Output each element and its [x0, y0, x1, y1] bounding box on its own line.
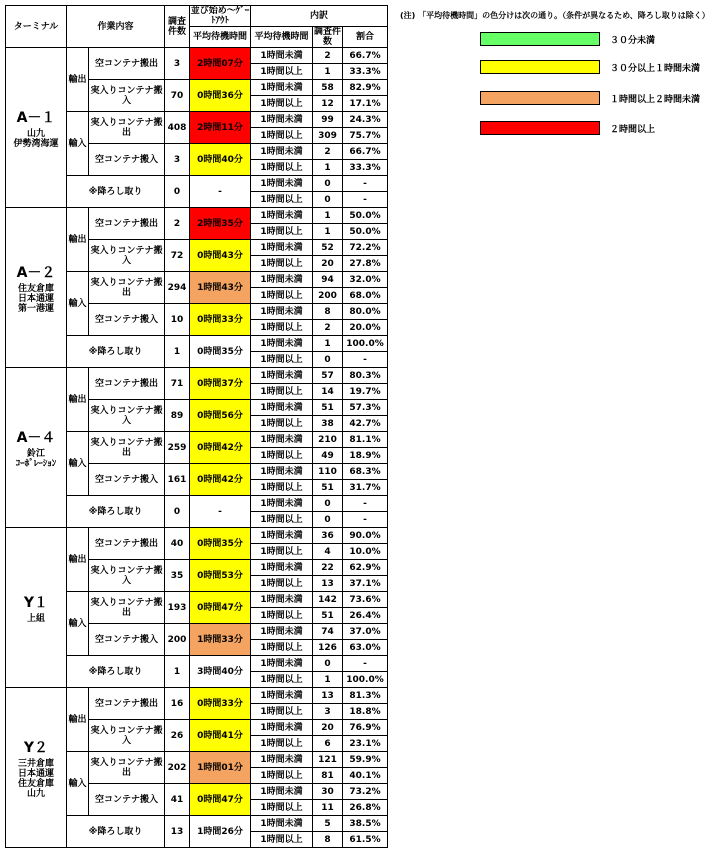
breakdown-time-range: 1時間未満 — [251, 752, 313, 768]
breakdown-percentage: - — [343, 352, 388, 368]
header-wait-top: 並び始め～ｹﾞｰﾄｱｳﾄ — [190, 6, 250, 26]
breakdown-time-range: 1時間以上 — [251, 320, 313, 336]
breakdown-percentage: 61.5% — [343, 832, 388, 848]
breakdown-count: 22 — [313, 560, 343, 576]
average-wait-time: 0時間37分 — [190, 368, 251, 400]
breakdown-count: 13 — [313, 688, 343, 704]
average-wait-time: 3時間40分 — [190, 656, 251, 688]
category-cell: 輸出 — [67, 528, 89, 592]
terminal-cell — [6, 48, 67, 208]
survey-count: 2 — [165, 208, 190, 240]
breakdown-percentage: 90.0% — [343, 528, 388, 544]
breakdown-count: 52 — [313, 240, 343, 256]
breakdown-time-range: 1時間未満 — [251, 560, 313, 576]
header-wait-sub: 平均待機時間 — [190, 27, 251, 48]
breakdown-time-range: 1時間未満 — [251, 48, 313, 64]
breakdown-count: 94 — [313, 272, 343, 288]
terminal-id: A－１ — [16, 109, 56, 126]
average-wait-time: 0時間42分 — [190, 464, 251, 496]
survey-count: 72 — [165, 240, 190, 272]
breakdown-time-range: 1時間未満 — [251, 208, 313, 224]
breakdown-count: 30 — [313, 784, 343, 800]
header-bk-count: 調査件数 — [313, 27, 341, 47]
survey-count: 40 — [165, 528, 190, 560]
breakdown-time-range: 1時間以上 — [251, 512, 313, 528]
legend-label: ２時間以上 — [610, 124, 656, 135]
breakdown-percentage: 62.9% — [343, 560, 388, 576]
survey-count: 71 — [165, 368, 190, 400]
survey-count: 35 — [165, 560, 190, 592]
breakdown-percentage: 23.1% — [343, 736, 388, 752]
average-wait-time: 0時間41分 — [190, 720, 251, 752]
breakdown-time-range: 1時間以上 — [251, 768, 313, 784]
breakdown-count: 14 — [313, 384, 343, 400]
breakdown-percentage: 59.9% — [343, 752, 388, 768]
terminal-operator: 伊勢湾海運 — [13, 138, 59, 149]
operation-label: ※降ろし取り — [67, 496, 165, 528]
legend-note: (注) 「平均待機時間」の色分けは次の通り。（条件が異なるため、降ろし取りは除く） — [400, 11, 710, 20]
breakdown-count: 1 — [313, 336, 343, 352]
breakdown-count: 0 — [313, 176, 343, 192]
breakdown-count: 51 — [313, 400, 343, 416]
breakdown-time-range: 1時間未満 — [251, 624, 313, 640]
breakdown-percentage: 76.9% — [343, 720, 388, 736]
average-wait-time: 1時間26分 — [190, 816, 251, 848]
breakdown-time-range: 1時間以上 — [251, 640, 313, 656]
breakdown-time-range: 1時間以上 — [251, 288, 313, 304]
breakdown-time-range: 1時間以上 — [251, 160, 313, 176]
category-cell: 輸出 — [67, 688, 89, 752]
breakdown-count: 0 — [313, 656, 343, 672]
breakdown-time-range: 1時間以上 — [251, 608, 313, 624]
breakdown-time-range: 1時間以上 — [251, 384, 313, 400]
operation-label: 実入りコンテナ搬出 — [89, 432, 165, 464]
operation-label: 実入りコンテナ搬出 — [89, 752, 165, 784]
survey-count: 16 — [165, 688, 190, 720]
survey-count: 41 — [165, 784, 190, 816]
table-row — [6, 528, 388, 544]
average-wait-time: 0時間35分 — [190, 528, 251, 560]
operation-label: 実入りコンテナ搬入 — [89, 240, 165, 272]
terminal-operator: 日本通運 — [17, 293, 54, 304]
breakdown-time-range: 1時間未満 — [251, 112, 313, 128]
breakdown-percentage: 100.0% — [343, 336, 388, 352]
header-bk-pct: 割合 — [343, 27, 388, 48]
breakdown-count: 110 — [313, 464, 343, 480]
survey-count: 408 — [165, 112, 190, 144]
breakdown-count: 142 — [313, 592, 343, 608]
operation-label: 実入りコンテナ搬出 — [89, 112, 165, 144]
terminal-operator: 鈴江 — [26, 448, 45, 459]
header-breakdown: 内訳 — [251, 6, 388, 27]
breakdown-count: 5 — [313, 816, 343, 832]
survey-count: 26 — [165, 720, 190, 752]
breakdown-count: 74 — [313, 624, 343, 640]
breakdown-percentage: 66.7% — [343, 48, 388, 64]
average-wait-time: 1時間33分 — [190, 624, 251, 656]
breakdown-time-range: 1時間未満 — [251, 176, 313, 192]
header-count: 調査件数 — [165, 6, 190, 48]
operation-label: ※降ろし取り — [67, 336, 165, 368]
breakdown-time-range: 1時間以上 — [251, 448, 313, 464]
terminal-id: A－２ — [16, 264, 56, 281]
breakdown-time-range: 1時間以上 — [251, 672, 313, 688]
breakdown-percentage: 68.3% — [343, 464, 388, 480]
breakdown-count: 20 — [313, 720, 343, 736]
terminal-cell — [6, 528, 67, 688]
operation-label: 空コンテナ搬入 — [89, 144, 165, 176]
breakdown-percentage: 81.3% — [343, 688, 388, 704]
header-row-1 — [6, 6, 388, 27]
table-row — [6, 688, 388, 704]
survey-count: 13 — [165, 816, 190, 848]
breakdown-time-range: 1時間未満 — [251, 496, 313, 512]
average-wait-time: 2時間07分 — [190, 48, 251, 80]
breakdown-count: 11 — [313, 800, 343, 816]
average-wait-time: 0時間47分 — [190, 592, 251, 624]
breakdown-percentage: 31.7% — [343, 480, 388, 496]
breakdown-time-range: 1時間未満 — [251, 432, 313, 448]
breakdown-time-range: 1時間以上 — [251, 416, 313, 432]
table-row — [6, 48, 388, 64]
table-row — [6, 368, 388, 384]
category-cell: 輸出 — [67, 48, 89, 112]
breakdown-percentage: 50.0% — [343, 224, 388, 240]
average-wait-time: 0時間35分 — [190, 336, 251, 368]
breakdown-count: 49 — [313, 448, 343, 464]
header-terminal: ターミナル — [6, 6, 67, 48]
breakdown-count: 36 — [313, 528, 343, 544]
survey-count: 0 — [165, 176, 190, 208]
breakdown-time-range: 1時間未満 — [251, 336, 313, 352]
category-cell: 輸入 — [67, 112, 89, 176]
breakdown-count: 1 — [313, 160, 343, 176]
breakdown-time-range: 1時間以上 — [251, 800, 313, 816]
breakdown-count: 13 — [313, 576, 343, 592]
breakdown-percentage: 66.7% — [343, 144, 388, 160]
breakdown-percentage: 50.0% — [343, 208, 388, 224]
breakdown-percentage: 40.1% — [343, 768, 388, 784]
breakdown-percentage: 27.8% — [343, 256, 388, 272]
breakdown-count: 20 — [313, 256, 343, 272]
breakdown-count: 6 — [313, 736, 343, 752]
breakdown-percentage: - — [343, 192, 388, 208]
breakdown-time-range: 1時間未満 — [251, 784, 313, 800]
breakdown-count: 309 — [313, 128, 343, 144]
average-wait-time: - — [190, 176, 251, 208]
legend-item-1h-2h — [480, 91, 700, 105]
terminal-cell — [6, 368, 67, 528]
breakdown-time-range: 1時間以上 — [251, 128, 313, 144]
average-wait-time: - — [190, 496, 251, 528]
breakdown-percentage: - — [343, 176, 388, 192]
breakdown-percentage: 37.0% — [343, 624, 388, 640]
breakdown-count: 126 — [313, 640, 343, 656]
survey-count: 200 — [165, 624, 190, 656]
color-legend — [400, 10, 720, 135]
breakdown-percentage: 10.0% — [343, 544, 388, 560]
breakdown-percentage: 18.8% — [343, 704, 388, 720]
breakdown-time-range: 1時間未満 — [251, 528, 313, 544]
breakdown-time-range: 1時間以上 — [251, 832, 313, 848]
legend-item-30min-1h — [480, 60, 700, 74]
breakdown-time-range: 1時間未満 — [251, 272, 313, 288]
breakdown-time-range: 1時間以上 — [251, 256, 313, 272]
breakdown-time-range: 1時間未満 — [251, 80, 313, 96]
operation-label: 空コンテナ搬入 — [89, 624, 165, 656]
terminal-cell — [6, 688, 67, 848]
breakdown-percentage: 68.0% — [343, 288, 388, 304]
average-wait-time: 0時間36分 — [190, 80, 251, 112]
operation-label: 実入りコンテナ搬入 — [89, 80, 165, 112]
breakdown-percentage: 32.0% — [343, 272, 388, 288]
breakdown-count: 1 — [313, 672, 343, 688]
breakdown-count: 3 — [313, 704, 343, 720]
survey-count: 259 — [165, 432, 190, 464]
breakdown-time-range: 1時間以上 — [251, 480, 313, 496]
terminal-operator: 日本通運 — [17, 768, 54, 779]
operation-label: 実入りコンテナ搬出 — [89, 592, 165, 624]
operation-label: 空コンテナ搬入 — [89, 304, 165, 336]
breakdown-percentage: 73.6% — [343, 592, 388, 608]
breakdown-count: 1 — [313, 208, 343, 224]
breakdown-percentage: - — [343, 656, 388, 672]
operation-label: 空コンテナ搬出 — [89, 208, 165, 240]
breakdown-count: 81 — [313, 768, 343, 784]
breakdown-time-range: 1時間未満 — [251, 688, 313, 704]
terminal-operator: 住友倉庫 — [17, 283, 54, 294]
breakdown-count: 1 — [313, 224, 343, 240]
breakdown-time-range: 1時間以上 — [251, 64, 313, 80]
breakdown-time-range: 1時間以上 — [251, 192, 313, 208]
breakdown-count: 121 — [313, 752, 343, 768]
terminal-cell — [6, 208, 67, 368]
category-cell: 輸出 — [67, 208, 89, 272]
average-wait-time: 0時間47分 — [190, 784, 251, 816]
breakdown-percentage: 100.0% — [343, 672, 388, 688]
legend-item-under-30min — [480, 32, 655, 46]
breakdown-time-range: 1時間未満 — [251, 144, 313, 160]
legend-label: ３０分未満 — [610, 35, 656, 46]
breakdown-percentage: 38.5% — [343, 816, 388, 832]
category-cell: 輸入 — [67, 752, 89, 816]
breakdown-percentage: 80.3% — [343, 368, 388, 384]
average-wait-time: 1時間43分 — [190, 272, 251, 304]
breakdown-percentage: 17.1% — [343, 96, 388, 112]
survey-count: 193 — [165, 592, 190, 624]
average-wait-time: 0時間43分 — [190, 240, 251, 272]
legend-label: ３０分以上１時間未満 — [610, 63, 701, 74]
legend-item-over-2h — [480, 121, 655, 135]
average-wait-time: 0時間53分 — [190, 560, 251, 592]
breakdown-percentage: 18.9% — [343, 448, 388, 464]
breakdown-count: 0 — [313, 512, 343, 528]
breakdown-time-range: 1時間以上 — [251, 544, 313, 560]
breakdown-time-range: 1時間未満 — [251, 656, 313, 672]
breakdown-count: 2 — [313, 144, 343, 160]
breakdown-percentage: - — [343, 496, 388, 512]
operation-label: ※降ろし取り — [67, 176, 165, 208]
breakdown-count: 210 — [313, 432, 343, 448]
average-wait-time: 0時間33分 — [190, 304, 251, 336]
header-bk-time: 平均待機時間 — [251, 27, 313, 48]
breakdown-count: 12 — [313, 96, 343, 112]
breakdown-count: 2 — [313, 320, 343, 336]
breakdown-count: 38 — [313, 416, 343, 432]
breakdown-percentage: 24.3% — [343, 112, 388, 128]
breakdown-count: 0 — [313, 192, 343, 208]
breakdown-percentage: - — [343, 512, 388, 528]
breakdown-percentage: 82.9% — [343, 80, 388, 96]
breakdown-count: 57 — [313, 368, 343, 384]
breakdown-percentage: 81.1% — [343, 432, 388, 448]
operation-label: 実入りコンテナ搬入 — [89, 400, 165, 432]
operation-label: 空コンテナ搬入 — [89, 464, 165, 496]
legend-swatch-green — [480, 32, 600, 46]
category-cell: 輸出 — [67, 368, 89, 432]
breakdown-count: 1 — [313, 64, 343, 80]
breakdown-percentage: 20.0% — [343, 320, 388, 336]
operation-label: 空コンテナ搬入 — [89, 784, 165, 816]
breakdown-time-range: 1時間以上 — [251, 352, 313, 368]
operation-label: 実入りコンテナ搬入 — [89, 560, 165, 592]
breakdown-percentage: 75.7% — [343, 128, 388, 144]
breakdown-percentage: 42.7% — [343, 416, 388, 432]
breakdown-count: 0 — [313, 496, 343, 512]
survey-count: 3 — [165, 48, 190, 80]
breakdown-count: 99 — [313, 112, 343, 128]
breakdown-time-range: 1時間未満 — [251, 368, 313, 384]
breakdown-percentage: 26.4% — [343, 608, 388, 624]
breakdown-time-range: 1時間未満 — [251, 304, 313, 320]
terminal-operator: 三井倉庫 — [17, 758, 54, 769]
operation-label: ※降ろし取り — [67, 816, 165, 848]
breakdown-percentage: 57.3% — [343, 400, 388, 416]
breakdown-time-range: 1時間以上 — [251, 96, 313, 112]
legend-swatch-yellow — [480, 60, 600, 74]
category-cell: 輸入 — [67, 272, 89, 336]
average-wait-time: 0時間42分 — [190, 432, 251, 464]
terminal-operator: 山九 — [26, 128, 45, 139]
breakdown-time-range: 1時間以上 — [251, 576, 313, 592]
header-work: 作業内容 — [67, 6, 165, 48]
average-wait-time: 0時間40分 — [190, 144, 251, 176]
breakdown-count: 58 — [313, 80, 343, 96]
breakdown-time-range: 1時間未満 — [251, 240, 313, 256]
average-wait-time: 0時間33分 — [190, 688, 251, 720]
breakdown-percentage: 37.1% — [343, 576, 388, 592]
breakdown-time-range: 1時間未満 — [251, 720, 313, 736]
survey-count: 89 — [165, 400, 190, 432]
table-row — [6, 208, 388, 224]
wait-time-table — [5, 5, 388, 848]
operation-label: 空コンテナ搬出 — [89, 48, 165, 80]
terminal-id: A－４ — [16, 429, 56, 446]
terminal-operator: 第一港運 — [17, 303, 54, 314]
average-wait-time: 0時間56分 — [190, 400, 251, 432]
terminal-operator: 山九 — [26, 788, 45, 799]
category-cell: 輸入 — [67, 592, 89, 656]
breakdown-count: 2 — [313, 48, 343, 64]
terminal-operator: 住友倉庫 — [17, 778, 54, 789]
breakdown-percentage: 26.8% — [343, 800, 388, 816]
breakdown-percentage: 73.2% — [343, 784, 388, 800]
breakdown-percentage: 72.2% — [343, 240, 388, 256]
breakdown-time-range: 1時間以上 — [251, 224, 313, 240]
breakdown-count: 51 — [313, 608, 343, 624]
terminal-operator: 上組 — [26, 613, 45, 624]
legend-swatch-orange — [480, 91, 600, 105]
survey-count: 1 — [165, 656, 190, 688]
survey-count: 3 — [165, 144, 190, 176]
breakdown-percentage: 33.3% — [343, 64, 388, 80]
breakdown-time-range: 1時間以上 — [251, 736, 313, 752]
survey-count: 202 — [165, 752, 190, 784]
breakdown-time-range: 1時間以上 — [251, 704, 313, 720]
average-wait-time: 2時間11分 — [190, 112, 251, 144]
operation-label: 実入りコンテナ搬入 — [89, 720, 165, 752]
operation-label: 空コンテナ搬出 — [89, 688, 165, 720]
operation-label: 空コンテナ搬出 — [89, 528, 165, 560]
survey-count: 70 — [165, 80, 190, 112]
breakdown-count: 8 — [313, 304, 343, 320]
operation-label: 実入りコンテナ搬出 — [89, 272, 165, 304]
operation-label: ※降ろし取り — [67, 656, 165, 688]
legend-swatch-red — [480, 121, 600, 135]
breakdown-percentage: 63.0% — [343, 640, 388, 656]
breakdown-count: 4 — [313, 544, 343, 560]
legend-label: １時間以上２時間未満 — [610, 94, 701, 105]
survey-count: 10 — [165, 304, 190, 336]
breakdown-percentage: 33.3% — [343, 160, 388, 176]
terminal-id: Y２ — [23, 739, 49, 756]
breakdown-percentage: 19.7% — [343, 384, 388, 400]
survey-count: 0 — [165, 496, 190, 528]
breakdown-time-range: 1時間未満 — [251, 592, 313, 608]
average-wait-time: 2時間35分 — [190, 208, 251, 240]
breakdown-percentage: 80.0% — [343, 304, 388, 320]
breakdown-count: 0 — [313, 352, 343, 368]
breakdown-count: 200 — [313, 288, 343, 304]
survey-count: 161 — [165, 464, 190, 496]
terminal-id: Y１ — [23, 594, 49, 611]
breakdown-time-range: 1時間未満 — [251, 400, 313, 416]
wait-time-table-container — [5, 5, 388, 848]
breakdown-time-range: 1時間未満 — [251, 464, 313, 480]
average-wait-time: 1時間01分 — [190, 752, 251, 784]
category-cell: 輸入 — [67, 432, 89, 496]
terminal-operator: ｺｰﾎﾟﾚｰｼｮﾝ — [15, 458, 57, 469]
survey-count: 294 — [165, 272, 190, 304]
operation-label: 空コンテナ搬出 — [89, 368, 165, 400]
breakdown-time-range: 1時間未満 — [251, 816, 313, 832]
breakdown-count: 8 — [313, 832, 343, 848]
survey-count: 1 — [165, 336, 190, 368]
breakdown-count: 51 — [313, 480, 343, 496]
